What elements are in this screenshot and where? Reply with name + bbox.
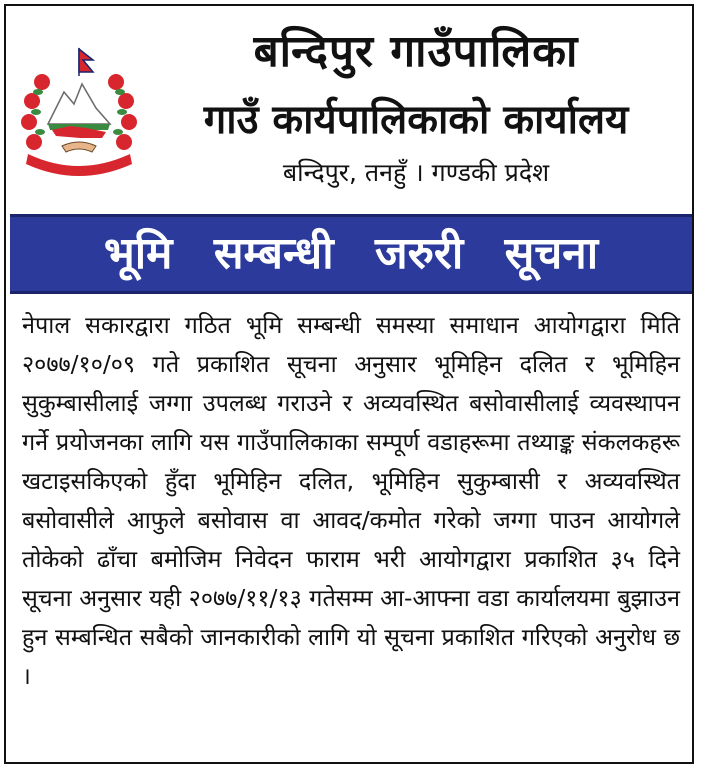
office-address: बन्दिपुर, तनहुँ । गण्डकी प्रदेश bbox=[282, 158, 550, 187]
notice-title: भूमि सम्बन्धी जरुरी सूचना bbox=[103, 228, 599, 279]
notice-frame bbox=[4, 4, 694, 764]
municipality-title: बन्दिपुर गाउँपालिका bbox=[253, 26, 579, 77]
notice-title-banner bbox=[10, 214, 692, 294]
notice-header bbox=[6, 6, 692, 212]
notice-body: नेपाल सकारद्वारा गठित भूमि सम्बन्धी समस्या समाधान आयोगद्वारा मिति २०७७/१०/०९ गते प्रकाशित सूचना अनुसार भूमिहिन दलित र भूमिहिन सुकुम्बासीलाई जग्गा उपलब्ध गराउने र अव्यवस्थित बसोवासीलाई व्यवस्थापन गर्ने प्रयोजनका लागि यस गाउँपालिकाका सम्पूर्ण वडाहरूमा तथ्याङ्क संकलकहरू खटाइसकिएको हुँदा भूमिहिन दलित, भूमिहिन सुकुम्बासी र अव्यवस्थित बसोवासीले आफुले बसोवास वा आवद/कमोत गरेको जग्गा पाउन आयोगले तोकेको ढाँचा बमोजिम निवेदन फाराम भरी आयोगद्वारा प्रकाशित ३५ दिने सूचना अनुसार यही २०७७/११/१३ गतेसम्म आ-आफ्ना वडा कार्यालयमा बुझाउन हुन सम्बन्धित सबैको जानकारीको लागि यो सूचना प्रकाशित गरिएको अनुरोध छ । bbox=[22, 311, 680, 690]
office-title: गाउँ कार्यपालिकाको कार्यालय bbox=[203, 97, 629, 143]
nepal-emblem-icon bbox=[20, 46, 138, 176]
